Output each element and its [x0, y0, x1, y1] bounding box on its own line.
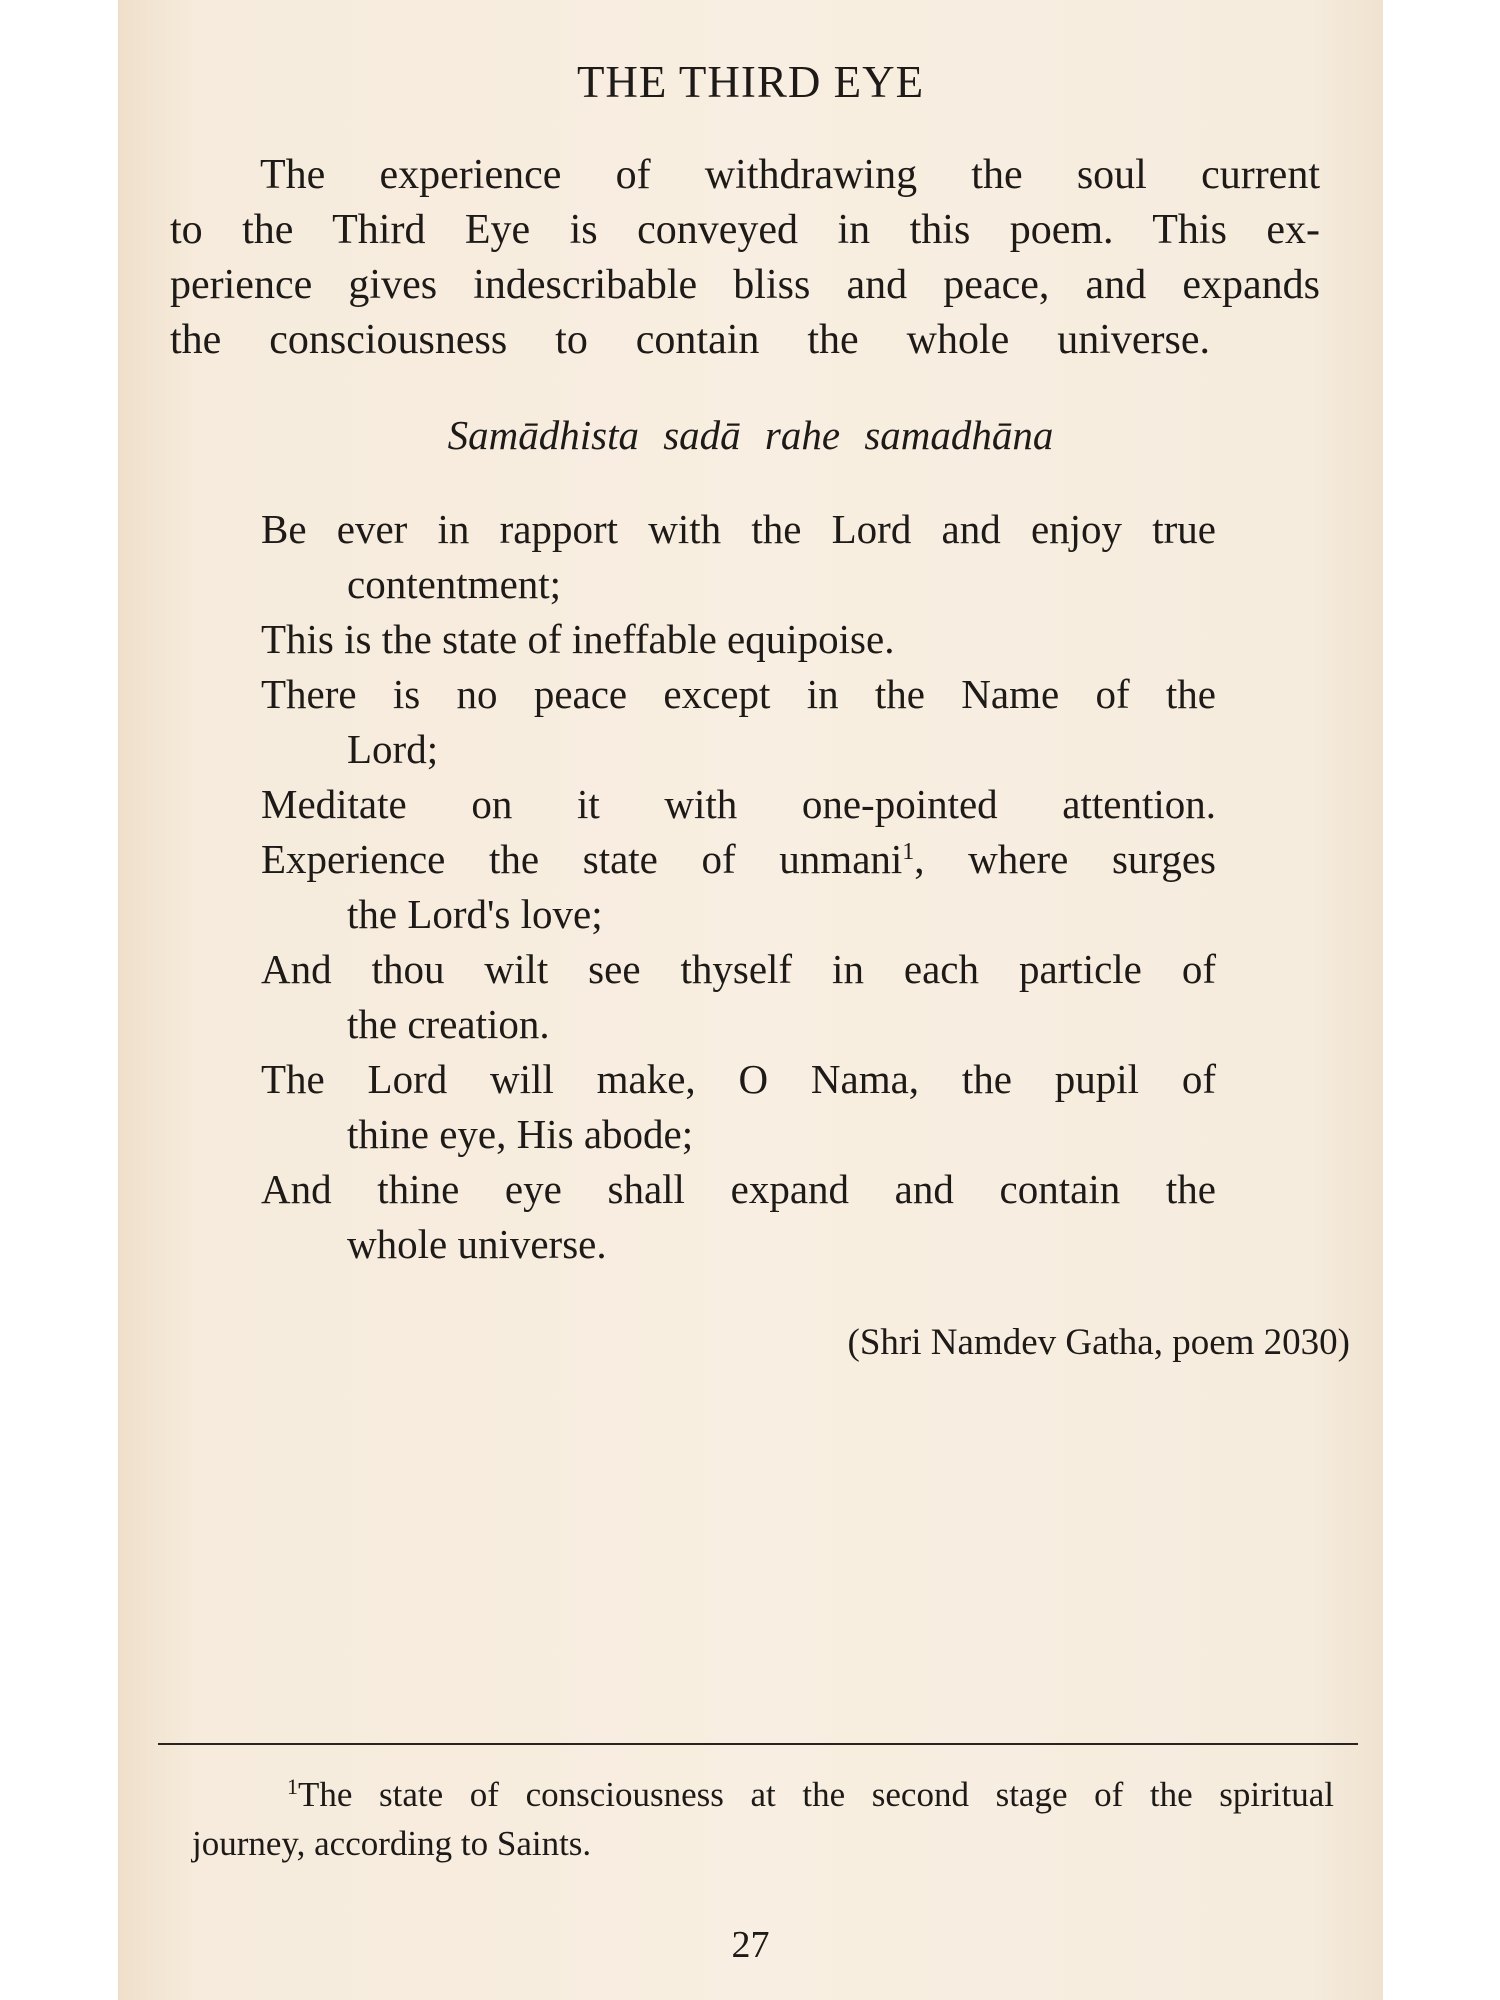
intro-paragraph	[170, 148, 1320, 368]
poem-line	[261, 667, 1216, 777]
footnote-text: The state of consciousness at the second stage of the spiritual	[298, 1775, 1334, 1814]
running-head: THE THIRD EYE	[576, 57, 925, 107]
poem-line-main: And thou wilt see thyself in each particle of	[261, 946, 1216, 992]
footnote-reference: 1	[902, 839, 915, 865]
footnote-line	[192, 1770, 1334, 1819]
footnote	[192, 1770, 1334, 1868]
poem-line-main	[261, 832, 1216, 887]
poem-line	[261, 832, 1216, 942]
poem-citation: (Shri Namdev Gatha, poem 2030)	[847, 1322, 1350, 1363]
poem-line	[261, 1052, 1216, 1162]
poem-line	[261, 502, 1216, 612]
intro-line: perience gives indescribable bliss and peace, and expands	[170, 262, 1320, 308]
poem-line-continuation: contentment;	[347, 561, 562, 607]
intro-line: the consciousness to contain the whole universe.	[170, 317, 1210, 363]
page-number: 27	[731, 1924, 770, 1966]
intro-line: to the Third Eye is conveyed in this poem. This ex-	[170, 207, 1320, 253]
poem-line	[261, 777, 1216, 832]
footnote-line: journey, according to Saints.	[192, 1824, 592, 1863]
book-page	[118, 0, 1383, 2000]
poem-line	[261, 942, 1216, 1052]
poem-line-main: And thine eye shall expand and contain the	[261, 1166, 1216, 1212]
poem-line-continuation: Lord;	[347, 726, 439, 772]
poem	[261, 502, 1216, 1272]
poem-text: , where surges	[914, 836, 1216, 882]
poem-incipit: Samādhista sadā rahe samadhāna	[447, 412, 1054, 458]
poem-line-continuation: whole universe.	[347, 1221, 607, 1267]
poem-line	[261, 1162, 1216, 1272]
poem-line-main: Be ever in rapport with the Lord and enjoy true	[261, 506, 1216, 552]
poem-line	[261, 612, 1216, 667]
footnote-divider	[158, 1743, 1358, 1745]
intro-line: The experience of withdrawing the soul current	[260, 152, 1320, 198]
poem-line-main: The Lord will make, O Nama, the pupil of	[261, 1056, 1216, 1102]
poem-line-main: This is the state of ineffable equipoise.	[261, 616, 895, 662]
poem-line-continuation: the creation.	[347, 1001, 550, 1047]
poem-line-main: There is no peace except in the Name of the	[261, 671, 1216, 717]
poem-line-continuation: thine eye, His abode;	[347, 1111, 694, 1157]
poem-text: Experience the state of unmani	[261, 836, 903, 882]
poem-line-main: Meditate on it with one-pointed attention.	[261, 781, 1216, 827]
footnote-mark: 1	[287, 1774, 298, 1799]
poem-line-continuation: the Lord's love;	[347, 891, 603, 937]
page-text-block	[118, 0, 1383, 2000]
